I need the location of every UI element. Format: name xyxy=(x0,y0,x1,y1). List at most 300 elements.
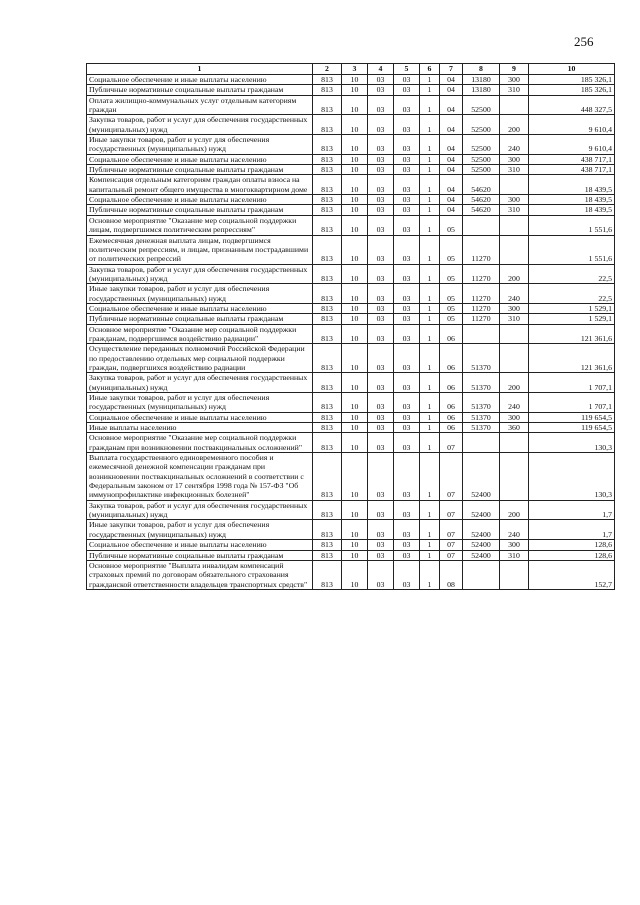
row-code-cell: 310 xyxy=(500,165,529,175)
row-code-cell: 07 xyxy=(440,453,463,501)
row-code-cell: 05 xyxy=(440,303,463,313)
row-code-cell: 813 xyxy=(313,195,342,205)
row-code-cell: 03 xyxy=(368,423,394,433)
row-code-cell: 10 xyxy=(342,344,368,373)
row-code-cell: 1 xyxy=(420,284,440,304)
row-code-cell: 10 xyxy=(342,560,368,589)
row-code-cell: 04 xyxy=(440,95,463,115)
row-code-cell: 03 xyxy=(394,115,420,135)
row-code-cell: 10 xyxy=(342,453,368,501)
row-code-cell: 04 xyxy=(440,165,463,175)
row-code-cell: 04 xyxy=(440,175,463,195)
row-code-cell: 813 xyxy=(313,95,342,115)
row-code-cell: 240 xyxy=(500,284,529,304)
table-row xyxy=(87,423,615,433)
row-code-cell: 54620 xyxy=(463,205,500,215)
row-code-cell: 10 xyxy=(342,95,368,115)
column-header: 8 xyxy=(463,64,500,75)
row-description-cell: Иные закупки товаров, работ и услуг для обеспечения государственных (муниципальных) нужд xyxy=(87,393,313,413)
row-code-cell: 03 xyxy=(368,520,394,540)
row-code-cell: 310 xyxy=(500,314,529,324)
row-code-cell: 1 xyxy=(420,85,440,95)
row-code-cell: 200 xyxy=(500,500,529,520)
row-amount-cell: 128,6 xyxy=(529,540,615,550)
row-code-cell: 10 xyxy=(342,324,368,344)
row-code-cell: 813 xyxy=(313,205,342,215)
row-code-cell: 06 xyxy=(440,373,463,393)
row-code-cell: 03 xyxy=(368,284,394,304)
row-code-cell: 813 xyxy=(313,500,342,520)
row-description-cell: Закупка товаров, работ и услуг для обеспечения государственных (муниципальных) нужд xyxy=(87,373,313,393)
row-code-cell: 813 xyxy=(313,284,342,304)
table-row xyxy=(87,393,615,413)
row-code-cell: 10 xyxy=(342,135,368,155)
table-row xyxy=(87,324,615,344)
table-row xyxy=(87,560,615,589)
table-row xyxy=(87,154,615,164)
row-code-cell: 1 xyxy=(420,433,440,453)
row-code-cell: 300 xyxy=(500,195,529,205)
table-row xyxy=(87,195,615,205)
row-code-cell: 10 xyxy=(342,85,368,95)
table-row xyxy=(87,540,615,550)
row-code-cell: 03 xyxy=(394,550,420,560)
table-row xyxy=(87,412,615,422)
row-code-cell: 310 xyxy=(500,550,529,560)
row-code-cell: 03 xyxy=(368,75,394,85)
row-code-cell: 05 xyxy=(440,215,463,235)
row-amount-cell: 9 610,4 xyxy=(529,115,615,135)
row-code-cell: 1 xyxy=(420,303,440,313)
column-header: 6 xyxy=(420,64,440,75)
row-code-cell: 1 xyxy=(420,344,440,373)
table-row xyxy=(87,75,615,85)
row-code-cell: 05 xyxy=(440,264,463,284)
row-code-cell: 03 xyxy=(368,453,394,501)
row-amount-cell: 9 610,4 xyxy=(529,135,615,155)
row-description-cell: Социальное обеспечение и иные выплаты населению xyxy=(87,154,313,164)
column-header: 3 xyxy=(342,64,368,75)
row-description-cell: Закупка товаров, работ и услуг для обеспечения государственных (муниципальных) нужд xyxy=(87,115,313,135)
column-header: 4 xyxy=(368,64,394,75)
row-code-cell xyxy=(500,95,529,115)
table-row xyxy=(87,344,615,373)
row-amount-cell: 1 707,1 xyxy=(529,373,615,393)
row-code-cell: 10 xyxy=(342,540,368,550)
row-amount-cell: 22,5 xyxy=(529,264,615,284)
row-code-cell: 300 xyxy=(500,540,529,550)
row-code-cell: 52400 xyxy=(463,453,500,501)
row-description-cell: Закупка товаров, работ и услуг для обеспечения государственных (муниципальных) нужд xyxy=(87,264,313,284)
row-code-cell: 54620 xyxy=(463,175,500,195)
row-code-cell: 03 xyxy=(394,520,420,540)
row-code-cell: 04 xyxy=(440,135,463,155)
row-code-cell: 813 xyxy=(313,560,342,589)
row-code-cell: 200 xyxy=(500,115,529,135)
row-description-cell: Иные закупки товаров, работ и услуг для обеспечения государственных (муниципальных) нужд xyxy=(87,135,313,155)
row-code-cell: 813 xyxy=(313,264,342,284)
row-amount-cell: 1 529,1 xyxy=(529,303,615,313)
row-code-cell: 51370 xyxy=(463,412,500,422)
row-code-cell: 52500 xyxy=(463,165,500,175)
row-code-cell: 03 xyxy=(368,215,394,235)
table-row xyxy=(87,550,615,560)
row-code-cell: 1 xyxy=(420,135,440,155)
row-code-cell: 03 xyxy=(394,453,420,501)
row-code-cell: 03 xyxy=(394,165,420,175)
row-description-cell: Иные выплаты населению xyxy=(87,423,313,433)
row-description-cell: Выплата государственного единовременного пособия и ежемесячной денежной компенсации гражданам при возникновении поствакцинальных осложнений в соответствии с Федеральным законом от 17 сентября 1998 года № 157-ФЗ "Об иммунопрофилактике инфекционных болезней" xyxy=(87,453,313,501)
row-code-cell: 813 xyxy=(313,85,342,95)
row-code-cell: 1 xyxy=(420,393,440,413)
row-amount-cell: 1 551,6 xyxy=(529,215,615,235)
row-code-cell: 10 xyxy=(342,423,368,433)
row-code-cell: 11270 xyxy=(463,303,500,313)
row-code-cell: 51370 xyxy=(463,423,500,433)
row-code-cell: 813 xyxy=(313,314,342,324)
row-code-cell: 813 xyxy=(313,393,342,413)
row-code-cell: 05 xyxy=(440,284,463,304)
row-code-cell xyxy=(500,433,529,453)
row-code-cell: 813 xyxy=(313,154,342,164)
row-amount-cell: 22,5 xyxy=(529,284,615,304)
column-header: 5 xyxy=(394,64,420,75)
row-code-cell: 1 xyxy=(420,540,440,550)
row-code-cell: 52500 xyxy=(463,135,500,155)
table-row xyxy=(87,264,615,284)
row-amount-cell: 438 717,1 xyxy=(529,154,615,164)
page-number: 256 xyxy=(574,34,594,49)
row-code-cell: 52500 xyxy=(463,154,500,164)
row-code-cell: 300 xyxy=(500,412,529,422)
table-row xyxy=(87,520,615,540)
row-code-cell: 240 xyxy=(500,135,529,155)
row-code-cell: 03 xyxy=(368,550,394,560)
row-code-cell: 1 xyxy=(420,195,440,205)
row-code-cell: 1 xyxy=(420,500,440,520)
row-code-cell xyxy=(463,560,500,589)
row-code-cell: 03 xyxy=(394,560,420,589)
row-code-cell: 03 xyxy=(394,540,420,550)
row-code-cell: 1 xyxy=(420,412,440,422)
row-amount-cell: 185 326,1 xyxy=(529,85,615,95)
row-amount-cell: 1,7 xyxy=(529,520,615,540)
row-description-cell: Осуществление переданных полномочий Российской Федерации по предоставлению отдельных мер социальной поддержки граждан, подвергшихся воздействию радиации xyxy=(87,344,313,373)
row-code-cell: 10 xyxy=(342,115,368,135)
column-header: 7 xyxy=(440,64,463,75)
row-code-cell: 1 xyxy=(420,205,440,215)
row-description-cell: Закупка товаров, работ и услуг для обеспечения государственных (муниципальных) нужд xyxy=(87,500,313,520)
row-code-cell: 03 xyxy=(394,393,420,413)
row-code-cell: 03 xyxy=(368,154,394,164)
row-code-cell: 813 xyxy=(313,235,342,264)
row-code-cell: 10 xyxy=(342,500,368,520)
table-row xyxy=(87,205,615,215)
row-code-cell: 03 xyxy=(394,195,420,205)
row-description-cell: Компенсация отдельным категориям граждан оплаты взноса на капитальный ремонт общего имущества в многоквартирном доме xyxy=(87,175,313,195)
row-code-cell: 10 xyxy=(342,264,368,284)
row-code-cell: 03 xyxy=(394,85,420,95)
row-amount-cell: 128,6 xyxy=(529,550,615,560)
row-code-cell: 03 xyxy=(394,412,420,422)
row-code-cell: 05 xyxy=(440,235,463,264)
row-code-cell: 03 xyxy=(368,393,394,413)
row-description-cell: Публичные нормативные социальные выплаты гражданам xyxy=(87,205,313,215)
row-code-cell: 300 xyxy=(500,303,529,313)
row-code-cell: 10 xyxy=(342,75,368,85)
row-code-cell xyxy=(500,235,529,264)
row-code-cell xyxy=(500,324,529,344)
row-code-cell xyxy=(500,215,529,235)
row-code-cell xyxy=(463,433,500,453)
row-code-cell: 1 xyxy=(420,520,440,540)
row-code-cell: 03 xyxy=(368,135,394,155)
row-code-cell: 06 xyxy=(440,324,463,344)
row-code-cell: 04 xyxy=(440,85,463,95)
row-code-cell: 11270 xyxy=(463,264,500,284)
row-code-cell: 10 xyxy=(342,215,368,235)
row-code-cell: 03 xyxy=(368,264,394,284)
row-amount-cell: 185 326,1 xyxy=(529,75,615,85)
row-code-cell: 03 xyxy=(394,500,420,520)
row-code-cell: 10 xyxy=(342,520,368,540)
row-code-cell: 03 xyxy=(394,344,420,373)
row-code-cell: 03 xyxy=(394,433,420,453)
table-row xyxy=(87,85,615,95)
row-code-cell: 200 xyxy=(500,373,529,393)
budget-table xyxy=(86,63,615,590)
row-code-cell: 1 xyxy=(420,453,440,501)
row-code-cell: 1 xyxy=(420,75,440,85)
row-code-cell: 813 xyxy=(313,520,342,540)
row-description-cell: Публичные нормативные социальные выплаты гражданам xyxy=(87,314,313,324)
row-code-cell: 03 xyxy=(368,85,394,95)
row-code-cell: 04 xyxy=(440,205,463,215)
row-amount-cell: 438 717,1 xyxy=(529,165,615,175)
row-code-cell: 04 xyxy=(440,75,463,85)
row-code-cell: 03 xyxy=(394,135,420,155)
row-code-cell: 03 xyxy=(368,560,394,589)
table-row xyxy=(87,165,615,175)
row-code-cell: 03 xyxy=(394,324,420,344)
table-row xyxy=(87,235,615,264)
row-code-cell: 51370 xyxy=(463,393,500,413)
row-code-cell: 813 xyxy=(313,75,342,85)
row-code-cell: 03 xyxy=(368,303,394,313)
row-code-cell: 10 xyxy=(342,433,368,453)
row-code-cell: 03 xyxy=(368,195,394,205)
row-code-cell: 1 xyxy=(420,550,440,560)
row-code-cell: 1 xyxy=(420,264,440,284)
row-code-cell xyxy=(500,560,529,589)
row-description-cell: Социальное обеспечение и иные выплаты населению xyxy=(87,412,313,422)
row-code-cell: 813 xyxy=(313,135,342,155)
row-code-cell: 1 xyxy=(420,175,440,195)
row-code-cell: 1 xyxy=(420,154,440,164)
row-code-cell: 360 xyxy=(500,423,529,433)
row-code-cell: 03 xyxy=(368,314,394,324)
row-code-cell: 1 xyxy=(420,115,440,135)
row-code-cell: 240 xyxy=(500,520,529,540)
row-code-cell: 813 xyxy=(313,344,342,373)
row-code-cell: 03 xyxy=(394,373,420,393)
row-code-cell xyxy=(463,324,500,344)
row-code-cell: 1 xyxy=(420,95,440,115)
row-description-cell: Основное мероприятие "Оказание мер социальной поддержки гражданам при возникновении поствакцинальных осложнений" xyxy=(87,433,313,453)
row-description-cell: Основное мероприятие "Оказание мер социальной поддержки лицам, подвергшимся политическим репрессиям" xyxy=(87,215,313,235)
table-row xyxy=(87,303,615,313)
row-code-cell: 03 xyxy=(368,433,394,453)
row-code-cell: 1 xyxy=(420,324,440,344)
row-code-cell: 08 xyxy=(440,560,463,589)
row-code-cell: 813 xyxy=(313,175,342,195)
row-code-cell: 03 xyxy=(394,154,420,164)
row-code-cell xyxy=(500,175,529,195)
row-code-cell: 52400 xyxy=(463,540,500,550)
row-code-cell: 300 xyxy=(500,154,529,164)
row-code-cell: 03 xyxy=(368,115,394,135)
row-code-cell: 52400 xyxy=(463,520,500,540)
row-description-cell: Основное мероприятие "Выплата инвалидам компенсаций страховых премий по договорам обязательного страхования гражданской ответственности владельцев транспортных средств" xyxy=(87,560,313,589)
row-code-cell: 10 xyxy=(342,205,368,215)
row-code-cell: 03 xyxy=(368,235,394,264)
row-code-cell: 06 xyxy=(440,412,463,422)
row-code-cell: 03 xyxy=(368,412,394,422)
column-header: 9 xyxy=(500,64,529,75)
row-code-cell: 1 xyxy=(420,235,440,264)
row-code-cell: 03 xyxy=(394,95,420,115)
row-code-cell: 300 xyxy=(500,75,529,85)
row-code-cell: 03 xyxy=(394,175,420,195)
row-amount-cell: 130,3 xyxy=(529,433,615,453)
row-code-cell: 03 xyxy=(394,264,420,284)
row-code-cell: 03 xyxy=(368,205,394,215)
row-code-cell: 03 xyxy=(394,423,420,433)
row-code-cell: 06 xyxy=(440,393,463,413)
row-code-cell: 51370 xyxy=(463,373,500,393)
row-code-cell: 813 xyxy=(313,412,342,422)
row-code-cell: 52500 xyxy=(463,95,500,115)
row-amount-cell: 18 439,5 xyxy=(529,205,615,215)
table-row xyxy=(87,115,615,135)
row-code-cell: 13180 xyxy=(463,75,500,85)
row-amount-cell: 1,7 xyxy=(529,500,615,520)
row-code-cell: 07 xyxy=(440,550,463,560)
row-code-cell: 05 xyxy=(440,314,463,324)
row-code-cell: 200 xyxy=(500,264,529,284)
table-row xyxy=(87,500,615,520)
table-row xyxy=(87,314,615,324)
row-code-cell: 240 xyxy=(500,393,529,413)
row-code-cell xyxy=(463,215,500,235)
row-code-cell: 10 xyxy=(342,154,368,164)
row-code-cell: 54620 xyxy=(463,195,500,205)
row-code-cell: 10 xyxy=(342,393,368,413)
row-code-cell: 07 xyxy=(440,433,463,453)
row-code-cell: 03 xyxy=(368,165,394,175)
row-code-cell: 813 xyxy=(313,165,342,175)
row-code-cell: 1 xyxy=(420,560,440,589)
row-code-cell: 06 xyxy=(440,423,463,433)
row-code-cell: 1 xyxy=(420,373,440,393)
row-code-cell: 52400 xyxy=(463,500,500,520)
row-code-cell: 10 xyxy=(342,550,368,560)
row-code-cell: 51370 xyxy=(463,344,500,373)
row-code-cell: 813 xyxy=(313,303,342,313)
row-code-cell: 1 xyxy=(420,165,440,175)
row-description-cell: Социальное обеспечение и иные выплаты населению xyxy=(87,195,313,205)
row-code-cell: 03 xyxy=(394,284,420,304)
table-row xyxy=(87,215,615,235)
column-header: 2 xyxy=(313,64,342,75)
row-amount-cell: 18 439,5 xyxy=(529,195,615,205)
row-description-cell: Иные закупки товаров, работ и услуг для обеспечения государственных (муниципальных) нужд xyxy=(87,520,313,540)
row-code-cell xyxy=(500,453,529,501)
row-code-cell: 04 xyxy=(440,195,463,205)
row-description-cell: Публичные нормативные социальные выплаты гражданам xyxy=(87,165,313,175)
column-header: 1 xyxy=(87,64,313,75)
row-description-cell: Публичные нормативные социальные выплаты гражданам xyxy=(87,550,313,560)
table-row xyxy=(87,433,615,453)
row-code-cell: 10 xyxy=(342,235,368,264)
row-description-cell: Ежемесячная денежная выплата лицам, подвергшимся политическим репрессиям, и лицам, признанным пострадавшими от политических репрессий xyxy=(87,235,313,264)
row-code-cell: 813 xyxy=(313,453,342,501)
row-code-cell: 10 xyxy=(342,195,368,205)
row-code-cell: 1 xyxy=(420,215,440,235)
row-code-cell: 03 xyxy=(368,175,394,195)
column-header: 10 xyxy=(529,64,615,75)
row-code-cell: 04 xyxy=(440,115,463,135)
row-amount-cell: 119 654,5 xyxy=(529,412,615,422)
row-amount-cell: 119 654,5 xyxy=(529,423,615,433)
row-code-cell: 03 xyxy=(394,235,420,264)
row-amount-cell: 121 361,6 xyxy=(529,344,615,373)
table-row xyxy=(87,135,615,155)
row-amount-cell: 121 361,6 xyxy=(529,324,615,344)
row-code-cell: 310 xyxy=(500,85,529,95)
row-code-cell: 1 xyxy=(420,423,440,433)
row-code-cell: 52500 xyxy=(463,115,500,135)
row-description-cell: Социальное обеспечение и иные выплаты населению xyxy=(87,303,313,313)
row-amount-cell: 18 439,5 xyxy=(529,175,615,195)
row-description-cell: Публичные нормативные социальные выплаты гражданам xyxy=(87,85,313,95)
row-code-cell: 10 xyxy=(342,303,368,313)
row-code-cell: 06 xyxy=(440,344,463,373)
row-code-cell: 03 xyxy=(394,314,420,324)
table-row xyxy=(87,453,615,501)
row-code-cell: 07 xyxy=(440,500,463,520)
row-amount-cell: 152,7 xyxy=(529,560,615,589)
row-code-cell: 10 xyxy=(342,284,368,304)
table-row xyxy=(87,373,615,393)
row-amount-cell: 1 707,1 xyxy=(529,393,615,413)
row-code-cell: 11270 xyxy=(463,284,500,304)
table-header-row xyxy=(87,64,615,75)
table-row xyxy=(87,95,615,115)
row-code-cell: 03 xyxy=(368,373,394,393)
row-code-cell: 11270 xyxy=(463,235,500,264)
row-code-cell: 04 xyxy=(440,154,463,164)
row-description-cell: Иные закупки товаров, работ и услуг для обеспечения государственных (муниципальных) нужд xyxy=(87,284,313,304)
row-code-cell: 813 xyxy=(313,373,342,393)
row-code-cell: 813 xyxy=(313,540,342,550)
row-code-cell: 1 xyxy=(420,314,440,324)
table-row xyxy=(87,175,615,195)
row-code-cell: 813 xyxy=(313,550,342,560)
row-code-cell: 813 xyxy=(313,215,342,235)
row-code-cell: 03 xyxy=(394,75,420,85)
row-code-cell: 52400 xyxy=(463,550,500,560)
